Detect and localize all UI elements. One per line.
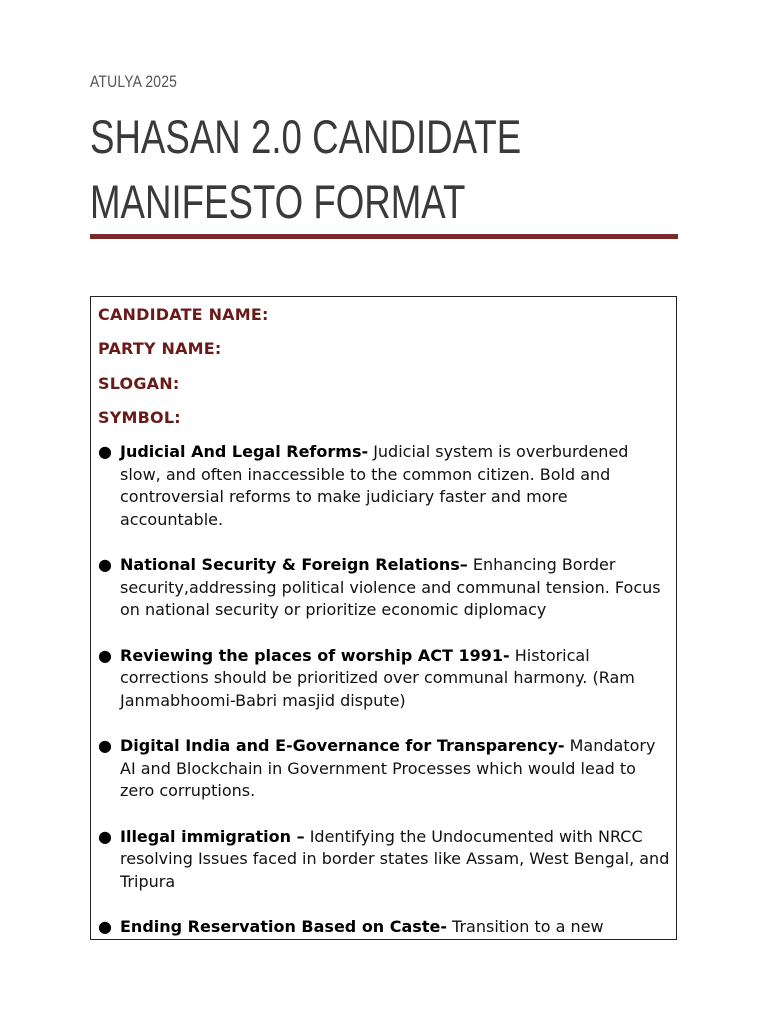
bullet-icon: ●: [98, 645, 112, 665]
list-item: [91, 916, 677, 939]
agenda-heading: Illegal immigration –: [120, 826, 305, 846]
bullet-icon: ●: [98, 736, 112, 755]
agenda-heading: Judicial And Legal Reforms-: [120, 442, 369, 461]
agenda-heading: Reviewing the places of worship ACT 1991-: [120, 645, 510, 665]
agenda-heading: National Security & Foreign Relations–: [120, 555, 468, 574]
list-item: [91, 735, 677, 803]
manifesto-form-box: [90, 296, 677, 940]
agenda-text: Enhancing Border security,addressing political violence and communal tension. Focus on national security or prioritize economic diplomacy: [120, 555, 661, 619]
agenda-text: Judicial system is overburdened slow, and often inaccessible to the common citizen. Bold and controversial reforms to make judiciary faster and more accountable.: [120, 442, 629, 529]
candidate-name-label: CANDIDATE NAME:: [98, 305, 269, 324]
party-name-label: PARTY NAME:: [98, 339, 222, 358]
agenda-text: Transition to a new: [446, 917, 604, 936]
agenda-heading: Ending Reservation Based on Caste-: [120, 917, 447, 936]
bullet-icon: ●: [98, 442, 112, 461]
slogan-label: SLOGAN:: [98, 374, 180, 393]
symbol-label: SYMBOL:: [98, 408, 181, 427]
agenda-text: Identifying the Undocumented with NRCC resolving Issues faced in border states like Assam, West Bengal, and Tripura: [120, 826, 670, 891]
list-item: [91, 554, 677, 622]
bullet-icon: ●: [98, 826, 112, 846]
list-item: [91, 441, 677, 531]
agenda-list: [91, 441, 677, 940]
document-label: ATULYA 2025: [90, 72, 178, 91]
bullet-icon: ●: [98, 917, 112, 936]
bullet-icon: ●: [98, 555, 112, 574]
list-item: [91, 645, 677, 713]
page-title: [90, 104, 521, 234]
agenda-text: Mandatory AI and Blockchain in Government Processes which would lead to zero corruptions.: [120, 736, 656, 800]
agenda-heading: Digital India and E-Governance for Transparency-: [120, 736, 565, 755]
title-divider: [90, 234, 678, 239]
title-line-1: SHASAN 2.0 CANDIDATE: [90, 110, 522, 163]
agenda-text: Historical corrections should be prioritized over communal harmony. (Ram Janmabhoomi-Babri masjid dispute): [120, 645, 635, 710]
title-line-2: MANIFESTO FORMAT: [90, 175, 466, 228]
list-item: [91, 826, 677, 894]
